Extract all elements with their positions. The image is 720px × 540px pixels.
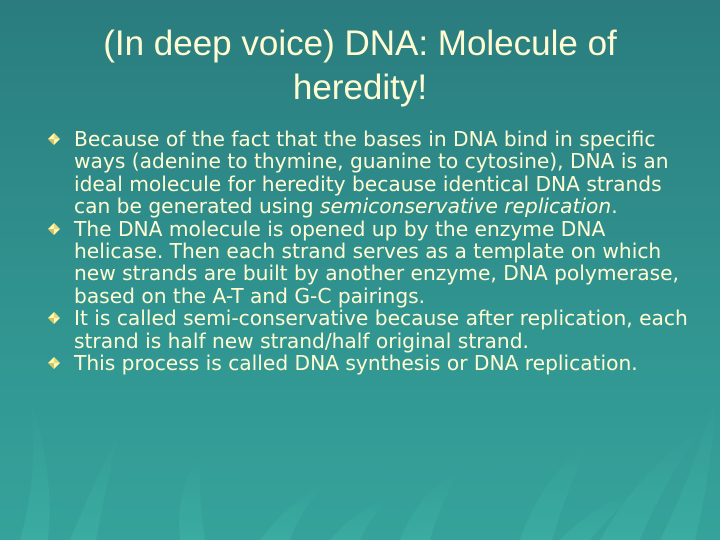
diamond-bullet-icon: [48, 312, 60, 324]
bullet-text: Because of the fact that the bases in DNA bind in specific ways (adenine to thymine, guanine to cytosine), DNA is an ideal molecule for heredity because identical DNA strands can be generated using: [74, 127, 669, 219]
diamond-bullet-icon: [48, 357, 60, 369]
bullet-text-end: .: [611, 194, 618, 219]
diamond-bullet-icon: [48, 133, 60, 145]
bullet-text: It is called semi-conservative because after replication, each strand is half new strand/half original strand.: [74, 306, 688, 353]
bullet-item: [48, 307, 688, 352]
bullet-item: [48, 352, 688, 374]
bullet-item: [48, 128, 688, 218]
bullet-text: The DNA molecule is opened up by the enzyme DNA helicase. Then each strand serves as a template on which new strands are built by another enzyme, DNA polymerase, based on the A-T and G-C pairings.: [74, 216, 679, 308]
bullet-text: This process is called DNA synthesis or DNA replication.: [74, 351, 638, 376]
diamond-bullet-icon: [48, 223, 60, 235]
bullet-emphasis: semiconservative replication: [319, 194, 612, 219]
slide-title: (In deep voice) DNA: Molecule of heredity!: [103, 24, 617, 107]
bullet-item: [48, 218, 688, 308]
grass-blades-decoration: [20, 400, 715, 540]
bullet-list: [48, 128, 688, 374]
